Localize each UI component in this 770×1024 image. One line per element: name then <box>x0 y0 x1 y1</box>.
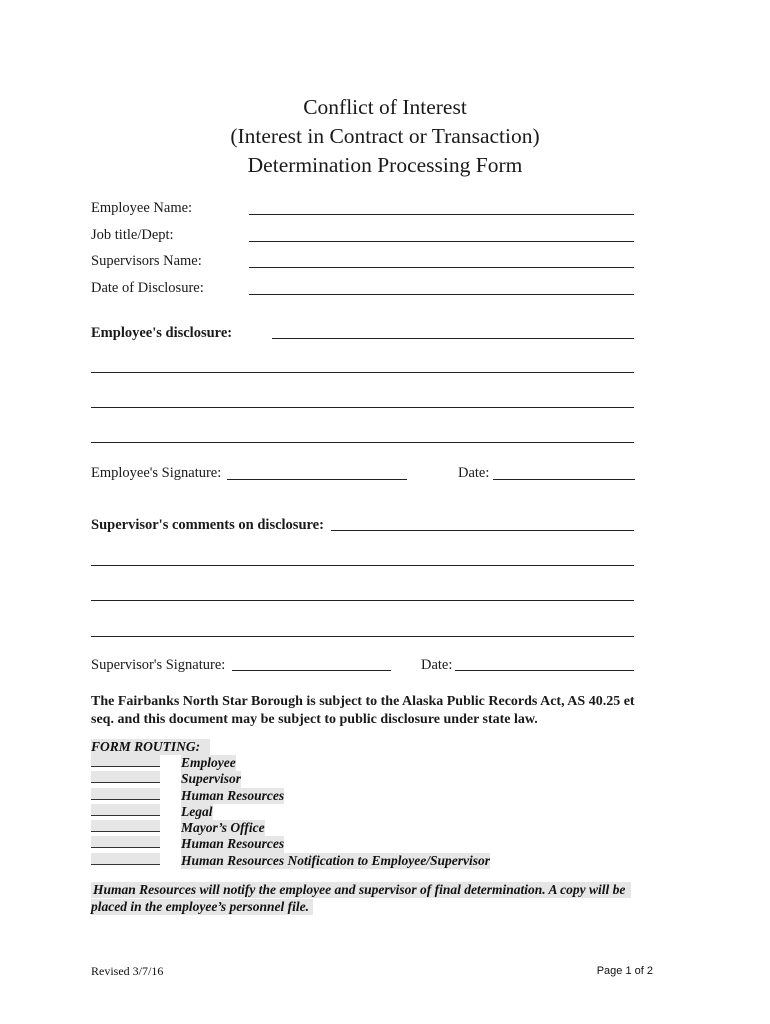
public-records-notice-line-2: seq. and this document may be subject to public disclosure under state law. <box>91 712 538 727</box>
routing-row-legal <box>91 803 213 820</box>
employee-signature-field[interactable] <box>227 479 407 480</box>
hr-note-line-2: placed in the employee’s personnel file. <box>91 899 313 915</box>
routing-row-hr-notification <box>91 852 491 869</box>
job-title-label: Job title/Dept: <box>91 227 174 243</box>
form-title-line-3: Determination Processing Form <box>247 153 523 177</box>
routing-blank[interactable] <box>91 788 160 800</box>
routing-item-label: Human Resources <box>181 787 285 803</box>
supervisor-comments-label: Supervisor's comments on disclosure: <box>91 517 324 533</box>
employee-disclosure-line-4[interactable] <box>91 442 634 443</box>
routing-item-label: Employee <box>181 755 236 770</box>
routing-row-human-resources <box>91 787 285 804</box>
routing-blank[interactable] <box>91 820 160 832</box>
supervisors-name-field[interactable] <box>249 267 634 268</box>
routing-blank[interactable] <box>91 771 160 783</box>
routing-item-label: Human Resources <box>181 836 285 852</box>
routing-row-employee <box>91 755 236 771</box>
hr-note-line-1: Human Resources will notify the employee and supervisor of final determination. A copy will be <box>91 882 631 898</box>
job-title-field[interactable] <box>249 241 634 242</box>
supervisor-signature-field[interactable] <box>232 670 391 671</box>
routing-item-label: Supervisor <box>181 771 242 787</box>
supervisor-signature-label: Supervisor's Signature: <box>91 657 226 673</box>
routing-blank[interactable] <box>91 836 160 848</box>
supervisor-comments-line-2[interactable] <box>91 565 634 566</box>
employee-date-field[interactable] <box>493 479 635 480</box>
supervisor-date-field[interactable] <box>455 670 634 671</box>
employee-signature-label: Employee's Signature: <box>91 465 222 481</box>
public-records-notice-line-1: The Fairbanks North Star Borough is subject to the Alaska Public Records Act, AS 40.25 et <box>91 694 635 709</box>
form-routing-list <box>91 755 491 869</box>
date-of-disclosure-field[interactable] <box>249 294 634 295</box>
routing-row-supervisor <box>91 771 242 787</box>
employee-disclosure-field[interactable] <box>272 338 634 339</box>
supervisor-comments-line-4[interactable] <box>91 636 634 637</box>
employee-disclosure-line-3[interactable] <box>91 407 634 408</box>
supervisor-date-label: Date: <box>421 657 453 673</box>
routing-item-label: Human Resources Notification to Employee/Supervisor <box>181 852 491 868</box>
supervisor-comments-line-3[interactable] <box>91 600 634 601</box>
routing-item-label: Mayor’s Office <box>181 820 265 836</box>
routing-blank[interactable] <box>91 804 160 816</box>
revised-date: Revised 3/7/16 <box>91 964 164 978</box>
page-number: Page 1 of 2 <box>596 965 653 977</box>
routing-row-human-resources-2 <box>91 836 285 852</box>
employee-name-label: Employee Name: <box>91 200 193 216</box>
employee-name-field[interactable] <box>249 214 634 215</box>
supervisors-name-label: Supervisors Name: <box>91 253 202 269</box>
date-of-disclosure-label: Date of Disclosure: <box>91 280 204 296</box>
routing-item-label: Legal <box>181 803 213 819</box>
form-title-line-2: (Interest in Contract or Transaction) <box>230 124 540 148</box>
form-title-line-1: Conflict of Interest <box>303 95 467 119</box>
employee-date-label: Date: <box>458 465 490 481</box>
employee-disclosure-label: Employee's disclosure: <box>91 325 233 341</box>
employee-disclosure-line-2[interactable] <box>91 372 634 373</box>
routing-blank[interactable] <box>91 755 160 767</box>
supervisor-comments-field[interactable] <box>331 530 634 531</box>
routing-row-mayors-office <box>91 820 265 836</box>
form-routing-heading: FORM ROUTING: <box>91 739 210 755</box>
routing-blank[interactable] <box>91 853 160 865</box>
